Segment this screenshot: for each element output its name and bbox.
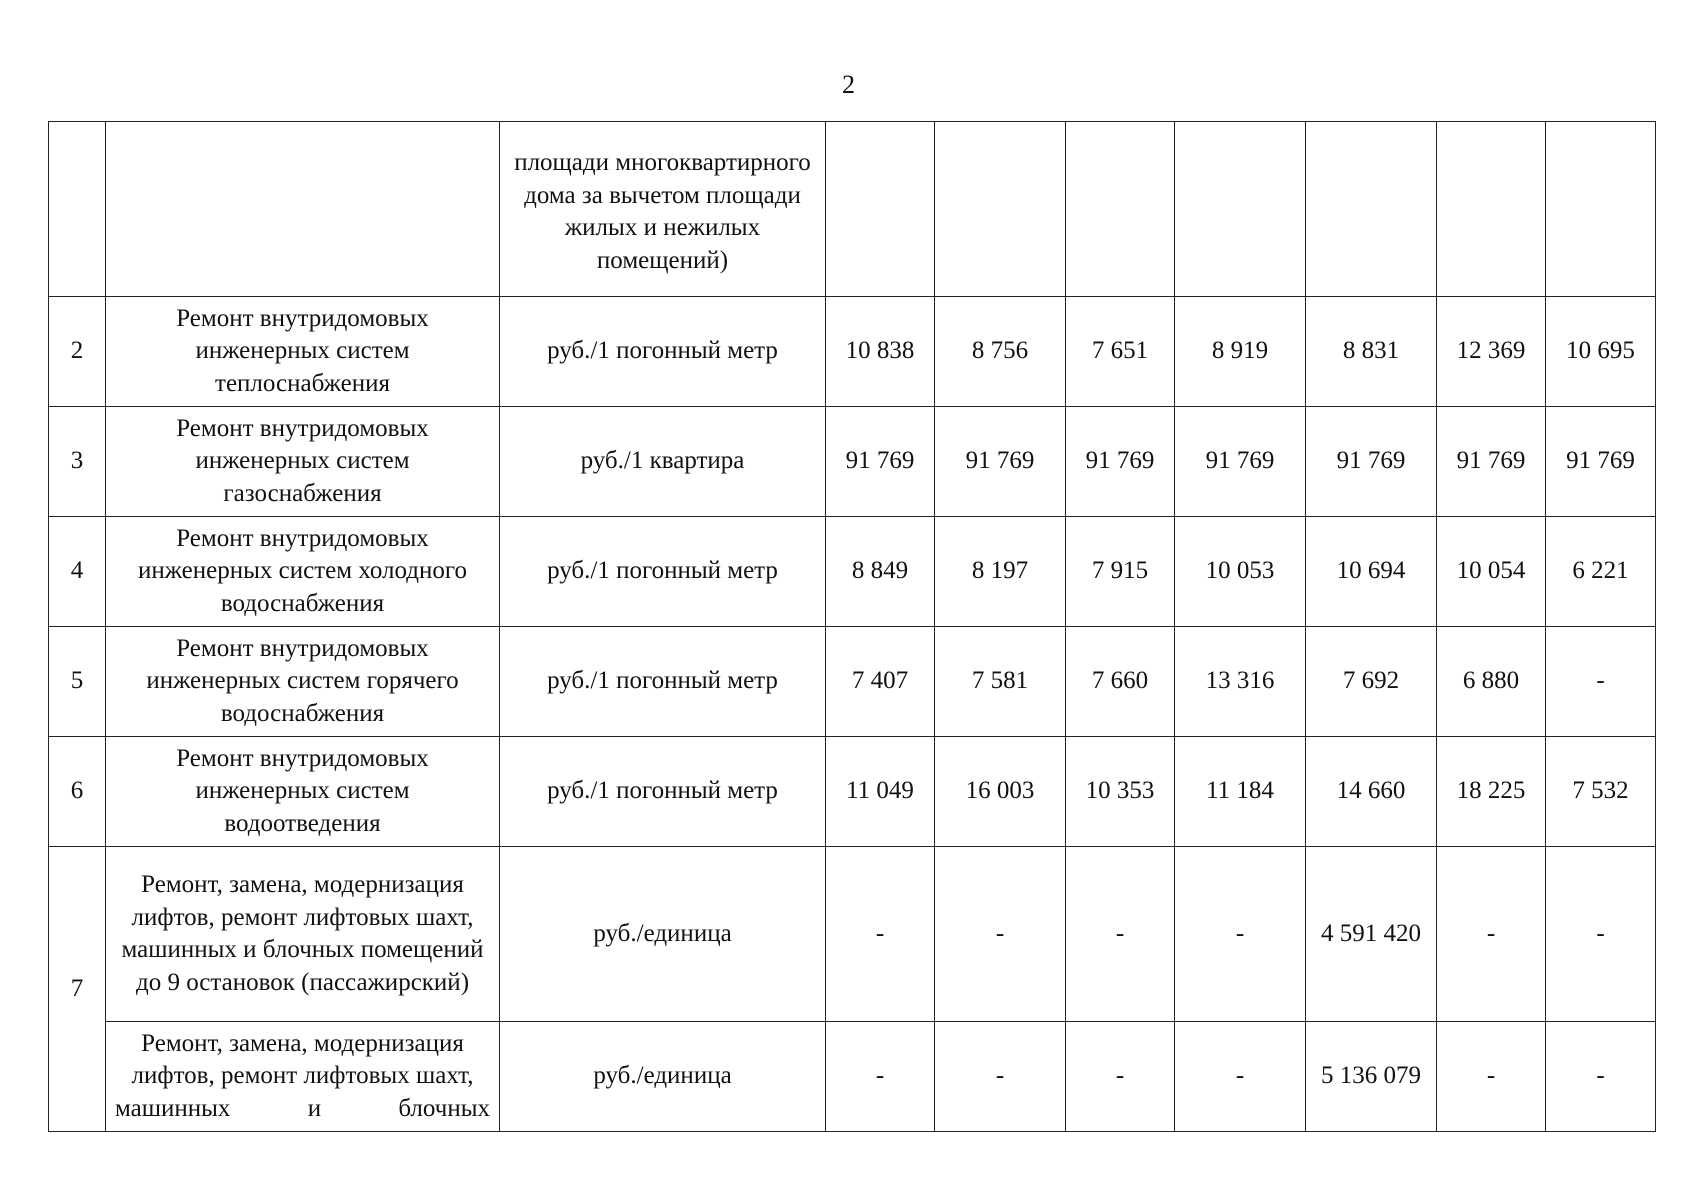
cell-value: 10 694 — [1306, 517, 1437, 627]
cell-value: 91 769 — [1546, 407, 1656, 517]
cell-value: 91 769 — [1306, 407, 1437, 517]
cell-value — [1175, 122, 1306, 297]
table-row-continuation — [49, 122, 1656, 297]
cell-value: - — [935, 847, 1066, 1022]
tariff-table — [48, 121, 1656, 1132]
cell-value — [1437, 122, 1546, 297]
cell-value: 12 369 — [1437, 297, 1546, 407]
cell-value: - — [1546, 847, 1656, 1022]
cell-value: 10 695 — [1546, 297, 1656, 407]
cell-value: 6 221 — [1546, 517, 1656, 627]
cell-name: Ремонт, замена, модернизация лифтов, ремонт лифтовых шахт, машинных и блочных помещений до 9 остановок (пассажирский) — [106, 847, 500, 1022]
table-row — [49, 1022, 1656, 1132]
cell-value: 91 769 — [935, 407, 1066, 517]
cell-value — [1546, 122, 1656, 297]
table-row — [49, 737, 1656, 847]
cell-value: 7 581 — [935, 627, 1066, 737]
cell-name: Ремонт внутридомовых инженерных систем теплоснабжения — [106, 297, 500, 407]
cell-value: 91 769 — [1437, 407, 1546, 517]
cell-value: - — [826, 1022, 935, 1132]
cell-value: 13 316 — [1175, 627, 1306, 737]
cell-value: 10 838 — [826, 297, 935, 407]
cell-value — [1066, 122, 1175, 297]
cell-num: 7 — [49, 847, 106, 1132]
table-row — [49, 297, 1656, 407]
cell-value: 14 660 — [1306, 737, 1437, 847]
cell-value: 6 880 — [1437, 627, 1546, 737]
cell-num: 5 — [49, 627, 106, 737]
cell-value — [935, 122, 1066, 297]
cell-value: - — [1437, 1022, 1546, 1132]
cell-value: - — [1066, 847, 1175, 1022]
cell-value: 7 915 — [1066, 517, 1175, 627]
cell-unit: руб./1 погонный метр — [500, 517, 826, 627]
cell-value: 18 225 — [1437, 737, 1546, 847]
cell-value — [826, 122, 935, 297]
cell-num: 6 — [49, 737, 106, 847]
table-row — [49, 847, 1656, 1022]
cell-num: 3 — [49, 407, 106, 517]
cell-value — [1306, 122, 1437, 297]
cell-value: 8 849 — [826, 517, 935, 627]
cell-value: 91 769 — [1066, 407, 1175, 517]
cell-value: 91 769 — [826, 407, 935, 517]
cell-unit: площади многоквартирного дома за вычетом площади жилых и нежилых помещений) — [500, 122, 826, 297]
cell-value: 16 003 — [935, 737, 1066, 847]
cell-value: 4 591 420 — [1306, 847, 1437, 1022]
cell-value: - — [935, 1022, 1066, 1132]
cell-value: 10 353 — [1066, 737, 1175, 847]
cell-value: 8 756 — [935, 297, 1066, 407]
cell-value: - — [1546, 627, 1656, 737]
cell-name — [106, 122, 500, 297]
cell-num — [49, 122, 106, 297]
cell-value: 11 184 — [1175, 737, 1306, 847]
cell-value: 7 651 — [1066, 297, 1175, 407]
cell-value: 8 197 — [935, 517, 1066, 627]
cell-value: 7 532 — [1546, 737, 1656, 847]
cell-value: - — [1437, 847, 1546, 1022]
cell-num: 2 — [49, 297, 106, 407]
cell-num: 4 — [49, 517, 106, 627]
cell-name: Ремонт внутридомовых инженерных систем горячего водоснабжения — [106, 627, 500, 737]
page-number: 2 — [842, 70, 855, 99]
table-row — [49, 517, 1656, 627]
cell-value: 10 054 — [1437, 517, 1546, 627]
cell-value: 91 769 — [1175, 407, 1306, 517]
cell-name: Ремонт внутридомовых инженерных систем водоотведения — [106, 737, 500, 847]
cell-unit: руб./единица — [500, 847, 826, 1022]
cell-unit: руб./1 погонный метр — [500, 737, 826, 847]
cell-value: 8 919 — [1175, 297, 1306, 407]
cell-value: 10 053 — [1175, 517, 1306, 627]
cell-value: 7 407 — [826, 627, 935, 737]
cell-name: Ремонт внутридомовых инженерных систем холодного водоснабжения — [106, 517, 500, 627]
cell-value: 7 692 — [1306, 627, 1437, 737]
cell-value: - — [1175, 847, 1306, 1022]
cell-unit: руб./единица — [500, 1022, 826, 1132]
cell-value: - — [1175, 1022, 1306, 1132]
cell-unit: руб./1 погонный метр — [500, 297, 826, 407]
cell-unit: руб./1 погонный метр — [500, 627, 826, 737]
table-row — [49, 407, 1656, 517]
cell-value: - — [826, 847, 935, 1022]
cell-value: 11 049 — [826, 737, 935, 847]
table-row — [49, 627, 1656, 737]
cell-unit: руб./1 квартира — [500, 407, 826, 517]
cell-value: 7 660 — [1066, 627, 1175, 737]
cell-name: Ремонт внутридомовых инженерных систем газоснабжения — [106, 407, 500, 517]
cell-value: - — [1546, 1022, 1656, 1132]
cell-name: Ремонт, замена, модернизация лифтов, ремонт лифтовых шахт, машинных и блочных — [106, 1022, 500, 1132]
cell-value: 8 831 — [1306, 297, 1437, 407]
cell-value: - — [1066, 1022, 1175, 1132]
cell-value: 5 136 079 — [1306, 1022, 1437, 1132]
